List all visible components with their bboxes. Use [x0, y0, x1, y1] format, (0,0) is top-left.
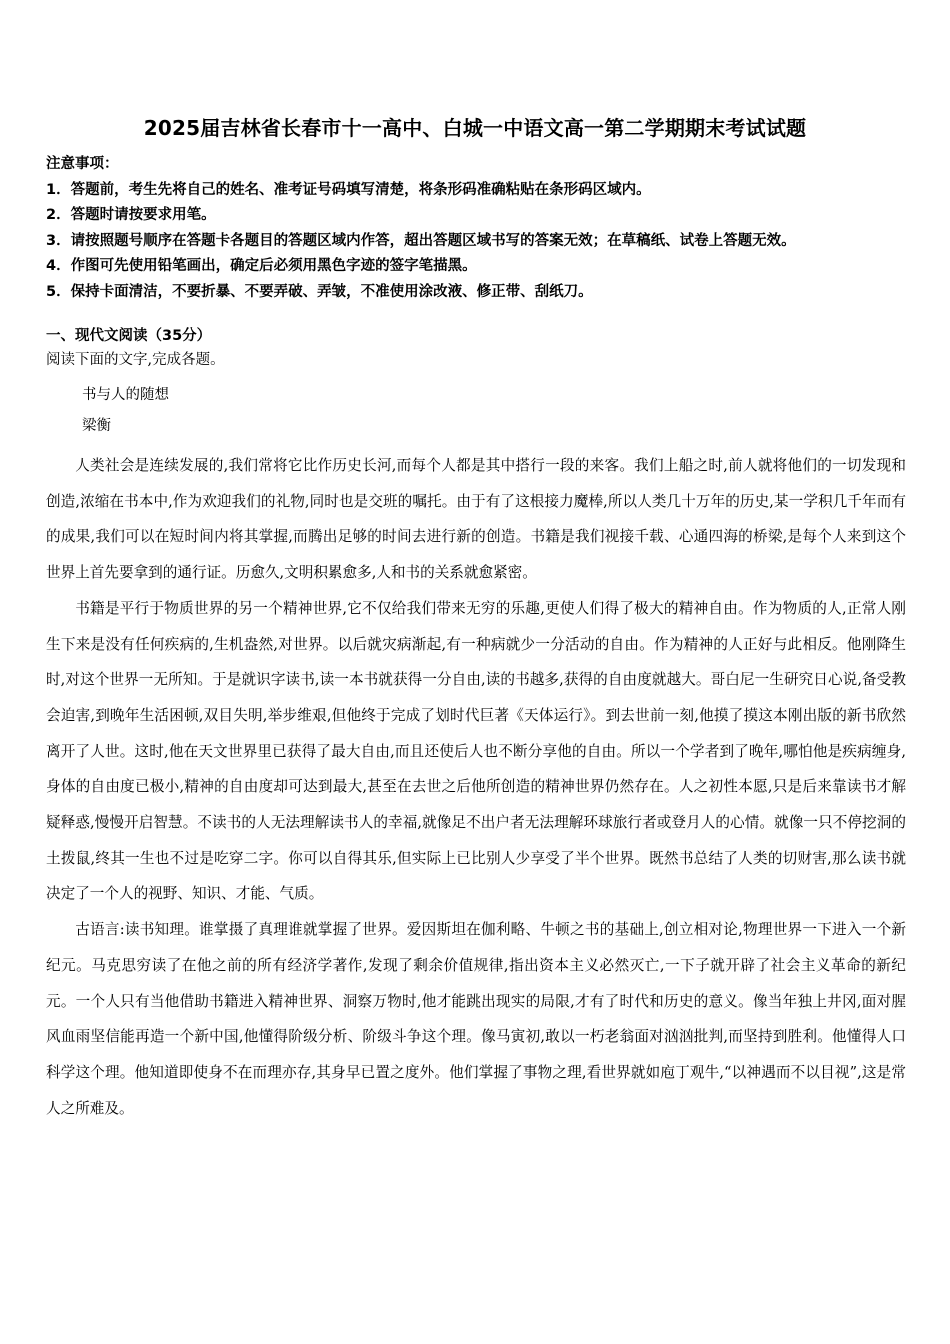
essay-paragraph: 书籍是平行于物质世界的另一个精神世界,它不仅给我们带来无穷的乐趣,更使人们得了极大的精神自由。作为物质的人,正常人刚生下来是没有任何疾病的,生机盎然,对世界。以后就灾病渐起,有一种病就少一分活动的自由。作为精神的人正好与此相反。他刚降生时,对这个世界一无所知。于是就识字读书,读一本书就获得一分自由,读的书越多,获得的自由度就越大。哥白尼一生研究日心说,备受教会迫害,到晚年生活困顿,双目失明,举步维艰,但他终于完成了划时代巨著《天体运行》。到去世前一刻,他摸了摸这本刚出版的新书欣然离开了人世。这时,他在天文世界里已获得了最大自由,而且还使后人也不断分享他的自由。所以一个学者到了晚年,哪怕他是疾病缠身,身体的自由度已极小,精神的自由度却可达到最大,甚至在去世之后他所创造的精神世界仍然存在。人之初性本愿,只是后来靠读书才解疑释惑,慢慢开启智慧。不读书的人无法理解读书人的幸福,就像足不出户者无法理解环球旅行者或登月人的心情。就像一只不停挖洞的土拨鼠,终其一生也不过是吃穿二字。你可以自得其乐,但实际上已比别人少享受了半个世界。既然书总结了人类的切财害,那么读书就决定了一个人的视野、知识、才能、气质。 — [46, 599, 906, 903]
section-heading: 一、现代文阅读（35分） — [46, 328, 212, 344]
notice-item: 4．作图可先使用铅笔画出，确定后必须用黑色字迹的签字笔描黑。 — [46, 258, 477, 274]
essay-paragraph: 人类社会是连续发展的,我们常将它比作历史长河,而每个人都是其中搭行一段的来客。我们上船之时,前人就将他们的一切发现和创造,浓缩在书本中,作为欢迎我们的礼物,同时也是交班的嘱托。由于有了这根接力魔棒,所以人类几十万年的历史,某一学积几千年而有的成果,我们可以在短时间内将其掌握,而腾出足够的时间去进行新的创造。书籍是我们视接千载、心通四海的桥梁,是每个人来到这个世界上首先要拿到的通行证。历愈久,文明积累愈多,人和书的关系就愈紧密。 — [46, 457, 906, 582]
section-instruction: 阅读下面的文字,完成各题。 — [46, 352, 225, 368]
exam-title: 2025届吉林省长春市十一高中、白城一中语文高一第二学期期末考试试题 — [143, 116, 807, 140]
essay-title: 书与人的随想 — [82, 387, 169, 403]
notice-item: 2．答题时请按要求用笔。 — [46, 207, 216, 223]
essay-body — [46, 448, 906, 1126]
essay-author: 梁衡 — [82, 418, 111, 434]
notice-item: 1．答题前，考生先将自己的姓名、准考证号码填写清楚，将条形码准确粘贴在条形码区域内。 — [46, 181, 651, 198]
notice-item: 5．保持卡面清洁，不要折暴、不要弄破、弄皱，不准使用涂改液、修正带、刮纸刀。 — [46, 283, 593, 300]
essay-paragraph: 古语言:读书知理。谁掌摄了真理谁就掌握了世界。爱因斯坦在伽利略、牛顿之书的基础上,创立相对论,物理世界一下进入一个新纪元。马克思穷读了在他之前的所有经济学著作,发现了剩余价值规律,指出资本主义必然灭亡,一下子就开辟了社会主义革命的新纪元。一个人只有当他借助书籍进入精神世界、洞察万物时,他才能跳出现实的局限,才有了时代和历史的意义。像当年独上井冈,面对腥风血雨坚信能再造一个新中国,他懂得阶级分析、阶级斗争这个理。像马寅初,敢以一朽老翁面对汹汹批判,而坚持到胜利。他懂得人口科学这个理。他知道即使身不在而理亦存,其身早已置之度外。他们掌握了事物之理,看世界就如庖丁观牛,“以神遇而不以目视”,这是常人之所难及。 — [46, 921, 906, 1117]
notice-block — [46, 152, 916, 305]
notice-item: 3．请按照题号顺序在答题卡各题目的答题区域内作答，超出答题区域书写的答案无效；在草稿纸、试卷上答题无效。 — [46, 232, 796, 249]
notice-heading: 注意事项： — [46, 156, 119, 172]
